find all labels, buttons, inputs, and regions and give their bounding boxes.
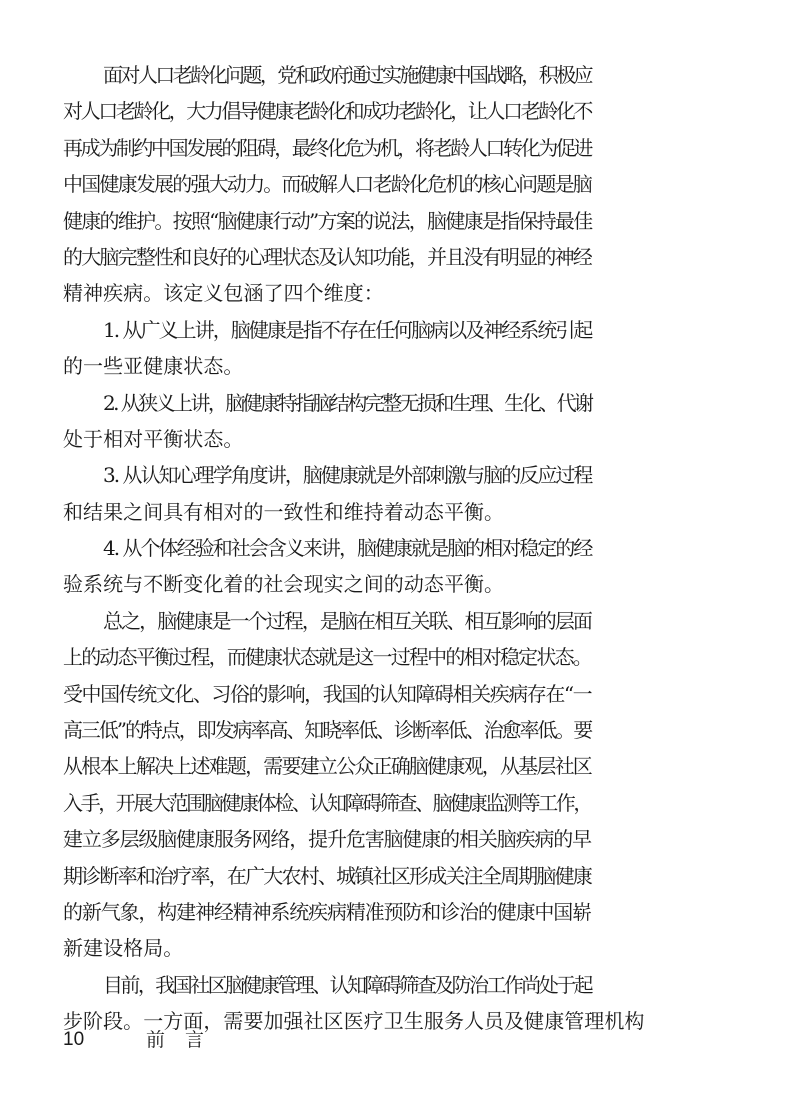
text-line: 高三低”的特点，即发病率高、知晓率低、诊断率低、治愈率低。要 (63, 718, 592, 743)
text-line: 的新气象，构建神经精神系统疾病精准预防和诊治的健康中国崭 (63, 899, 591, 924)
text-line: 3. 从认知心理学角度讲，脑健康就是外部刺激与脑的反应过程 (103, 463, 592, 488)
text-line: 的大脑完整性和良好的心理状态及认知功能，并且没有明显的神经 (63, 244, 592, 269)
text-line: 建立多层级脑健康服务网络，提升危害脑健康的相关脑疾病的早 (63, 827, 591, 852)
text-line: 中国健康发展的强大动力。而破解人口老龄化危机的核心问题是脑 (63, 172, 592, 197)
text-line: 新建设格局。 (63, 936, 184, 961)
text-line: 验系统与不断变化着的社会现实之间的动态平衡。 (63, 572, 505, 597)
body-text (63, 57, 645, 1040)
text-line: 对人口老龄化，大力倡导健康老龄化和成功老龄化，让人口老龄化不 (63, 99, 591, 124)
text-line: 面对人口老龄化问题，党和政府通过实施健康中国战略，积极应 (103, 63, 592, 87)
text-line: 2. 从狭义上讲，脑健康特指脑结构完整无损和生理、生化、代谢 (103, 390, 592, 415)
text-line: 精神疾病。该定义包涵了四个维度： (63, 281, 384, 306)
running-head: 前言 (146, 1029, 225, 1051)
text-line: 处于相对平衡状态。 (63, 426, 244, 451)
text-line: 期诊断率和治疗率，在广大农村、城镇社区形成关注全周期脑健康 (63, 863, 592, 888)
text-line: 受中国传统文化、习俗的影响，我国的认知障碍相关疾病存在“一 (63, 681, 592, 706)
page-number: 10 (63, 1029, 85, 1050)
text-line: 健康的维护。按照“脑健康行动”方案的说法，脑健康是指保持最佳 (63, 208, 592, 233)
text-line: 和结果之间具有相对的一致性和维持着动态平衡。 (63, 499, 505, 524)
text-line: 目前，我国社区脑健康管理、认知障碍筛查及防治工作尚处于起 (103, 972, 592, 997)
text-line: 上的动态平衡过程，而健康状态就是这一过程中的相对稳定状态。 (63, 645, 592, 670)
text-line: 从根本上解决上述难题，需要建立公众正确脑健康观，从基层社区 (63, 754, 592, 779)
text-line: 总之，脑健康是一个过程，是脑在相互关联、相互影响的层面 (103, 608, 591, 633)
text-line: 4. 从个体经验和社会含义来讲，脑健康就是脑的相对稳定的经 (103, 536, 592, 561)
text-line: 入手，开展大范围脑健康体检、认知障碍筛查、脑健康监测等工作， (63, 790, 591, 815)
text-line: 的一些亚健康状态。 (63, 354, 244, 379)
text-line: 步阶段。一方面，需要加强社区医疗卫生服务人员及健康管理机构 (63, 1009, 645, 1034)
text-line: 再成为制约中国发展的阻碍，最终化危为机，将老龄人口转化为促进 (63, 135, 591, 160)
text-line: 1. 从广义上讲，脑健康是指不存在任何脑病以及神经系统引起 (103, 317, 592, 342)
